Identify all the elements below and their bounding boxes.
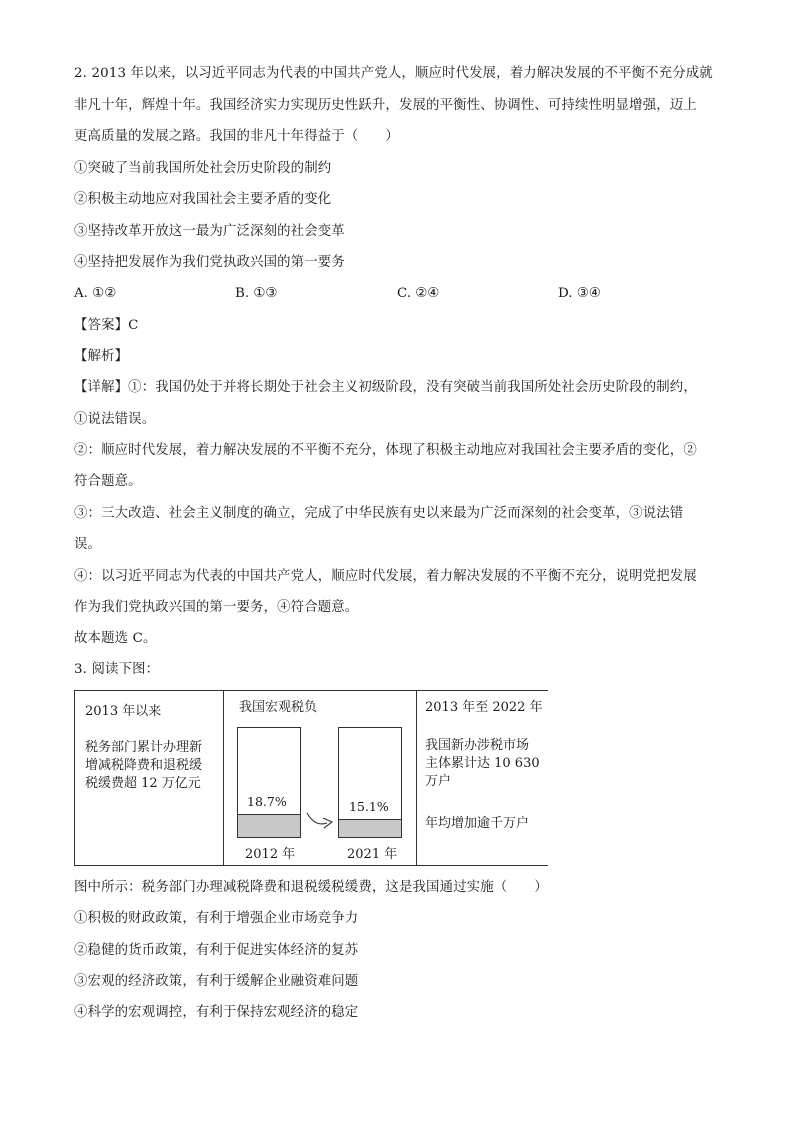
q2-item-3: ③坚持改革开放这一最为广泛深刻的社会变革 bbox=[74, 224, 345, 239]
left-panel-title: 2013 年以来 bbox=[85, 704, 162, 719]
q2-detail-line-5: ③：三大改造、社会主义制度的确立，完成了中华民族有史以来最为广泛而深刻的社会变革，③说法错 bbox=[74, 506, 684, 521]
figure-middle-panel bbox=[223, 691, 417, 865]
arrow-icon bbox=[305, 807, 337, 833]
q2-detail-line-1: 【详解】①：我国仍处于并将长期处于社会主义初级阶段，没有突破当前我国所处社会历史阶段的制约， bbox=[74, 380, 697, 395]
q2-stem-line-1: 2. 2013 年以来，以习近平同志为代表的中国共产党人，顺应时代发展，着力解决发展的不平衡不充分成就 bbox=[74, 66, 713, 81]
q2-detail-line-3: ②：顺应时代发展，着力解决发展的不平衡不充分，体现了积极主动地应对我国社会主要矛盾的变化，② bbox=[74, 443, 697, 458]
q2-item-4: ④坚持把发展作为我们党执政兴国的第一要务 bbox=[74, 255, 345, 270]
q2-item-1: ①突破了当前我国所处社会历史阶段的制约 bbox=[74, 161, 332, 176]
right-panel-line-1: 我国新办涉税市场 bbox=[425, 738, 530, 753]
middle-panel-title: 我国宏观税负 bbox=[239, 700, 318, 715]
q2-option-d: D. ③④ bbox=[558, 286, 601, 301]
left-panel-line-1: 税务部门累计办理新 bbox=[85, 740, 203, 755]
q2-option-a: A. ①② bbox=[74, 286, 117, 301]
tax-burden-label-2012: 18.7% bbox=[247, 794, 287, 809]
q2-option-b: B. ①③ bbox=[235, 286, 278, 301]
figure-left-panel bbox=[75, 691, 224, 865]
q2-detail-line-7: ④：以习近平同志为代表的中国共产党人，顺应时代发展，着力解决发展的不平衡不充分，说明党把发展 bbox=[74, 569, 697, 584]
q3-item-1: ①积极的财政政策，有利于增强企业市场竞争力 bbox=[74, 911, 359, 926]
q2-detail-line-9: 故本题选 C。 bbox=[74, 631, 157, 646]
left-panel-line-2: 增减税降费和退税缓 bbox=[85, 758, 203, 773]
q3-item-3: ③宏观的经济政策，有利于缓解企业融资难问题 bbox=[74, 974, 359, 989]
q2-analysis-heading: 【解析】 bbox=[74, 349, 129, 364]
q2-detail-line-4: 符合题意。 bbox=[74, 474, 142, 489]
tax-burden-fill-2021 bbox=[339, 819, 401, 837]
q3-item-2: ②稳健的货币政策，有利于促进实体经济的复苏 bbox=[74, 943, 359, 958]
q3-intro: 3. 阅读下图： bbox=[74, 662, 160, 677]
q2-option-c: C. ②④ bbox=[397, 286, 440, 301]
tax-burden-bar-2012 bbox=[237, 727, 301, 838]
q2-item-2: ②积极主动地应对我国社会主要矛盾的变化 bbox=[74, 192, 332, 207]
q3-stem: 图中所示：税务部门办理减税降费和退税缓税缓费，这是我国通过实施（ ） bbox=[74, 880, 548, 895]
q2-stem-line-3: 更高质量的发展之路。我国的非凡十年得益于（ ） bbox=[74, 129, 399, 144]
q2-answer: 【答案】C bbox=[74, 318, 139, 333]
right-panel-line-2: 主体累计达 10 630 bbox=[425, 756, 540, 771]
q2-stem-line-2: 非凡十年，辉煌十年。我国经济实力实现历史性跃升，发展的平衡性、协调性、可持续性明显增强，迈上 bbox=[74, 98, 697, 113]
tax-figure bbox=[74, 690, 548, 866]
q2-detail-line-8: 作为我们党执政兴国的第一要务，④符合题意。 bbox=[74, 600, 359, 615]
year-label-2021: 2021 年 bbox=[347, 847, 398, 862]
q3-item-4: ④科学的宏观调控，有利于保持宏观经济的稳定 bbox=[74, 1005, 359, 1020]
right-panel-extra: 年均增加逾千万户 bbox=[425, 816, 530, 831]
tax-burden-bar-2021 bbox=[338, 727, 402, 838]
tax-burden-label-2021: 15.1% bbox=[349, 799, 389, 814]
figure-right-panel bbox=[417, 691, 548, 865]
left-panel-line-3: 税缓费超 12 万亿元 bbox=[85, 776, 201, 791]
tax-burden-fill-2012 bbox=[238, 814, 300, 837]
year-label-2012: 2012 年 bbox=[245, 847, 296, 862]
right-panel-line-3: 万户 bbox=[425, 774, 452, 789]
q2-detail-line-2: ①说法错误。 bbox=[74, 412, 156, 427]
right-panel-title: 2013 年至 2022 年 bbox=[425, 700, 543, 715]
q2-detail-line-6: 误。 bbox=[74, 537, 102, 552]
